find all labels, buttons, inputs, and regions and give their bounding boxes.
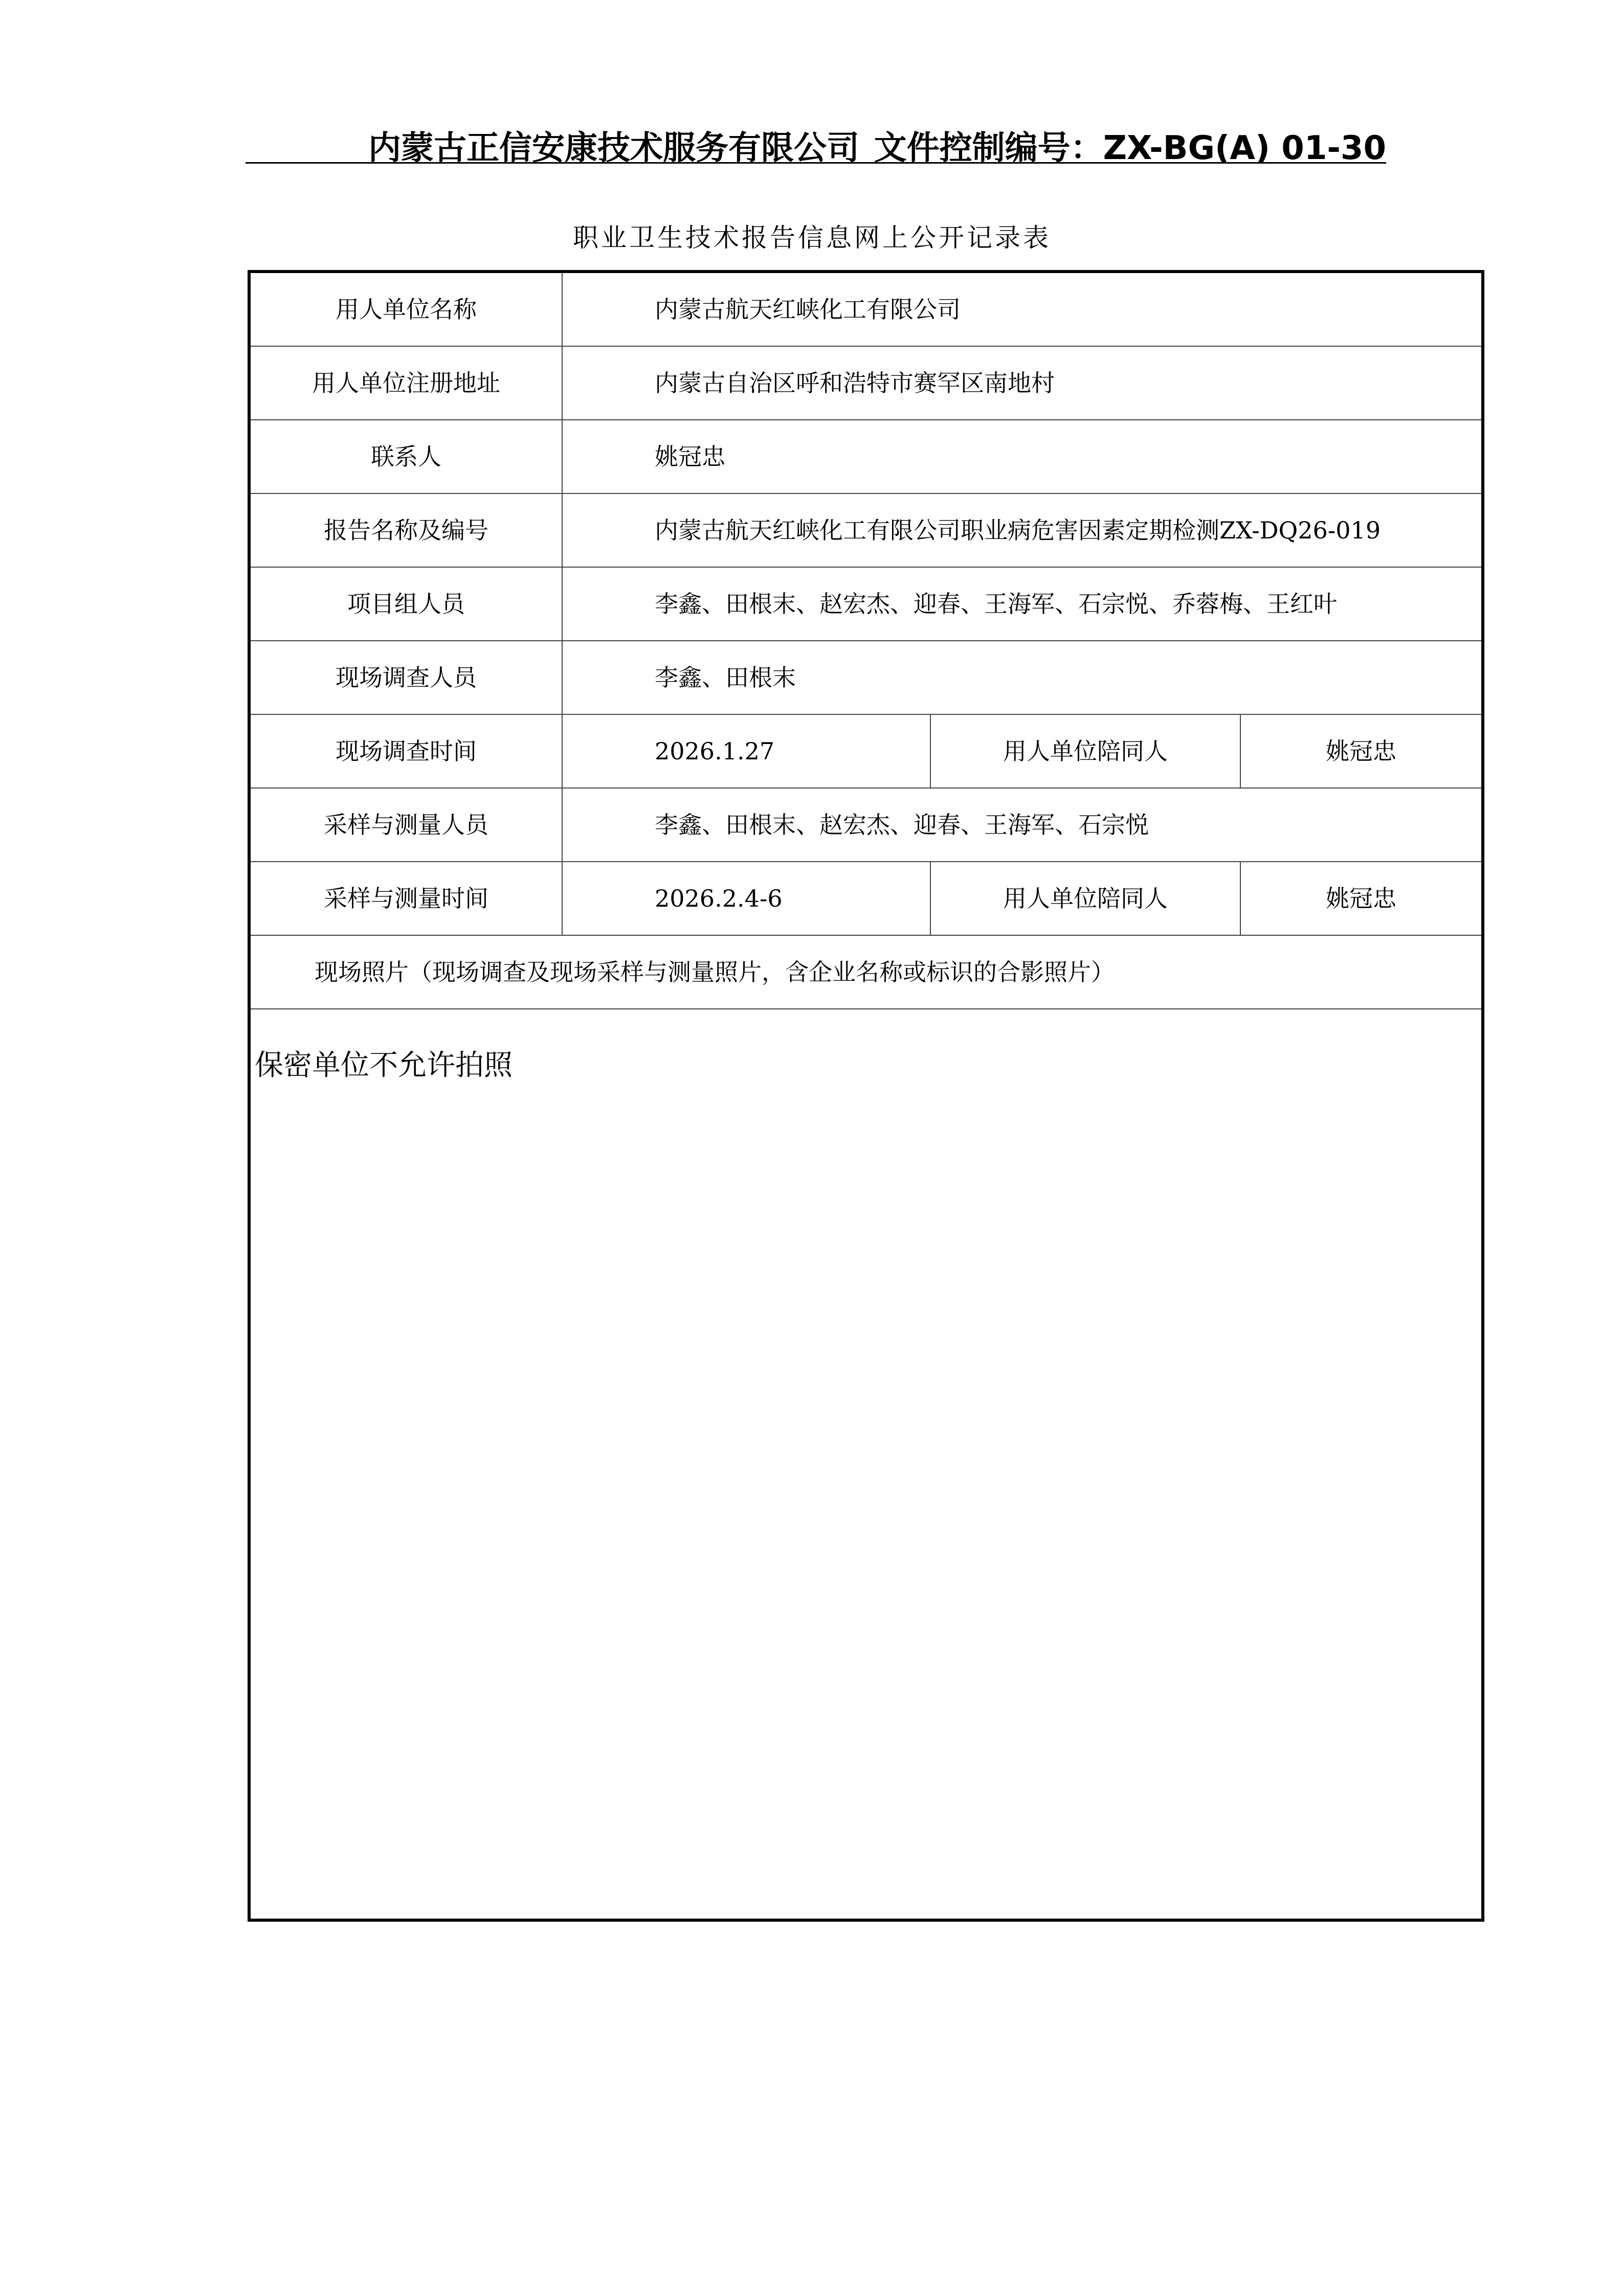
header-company-name: 内蒙古正信安康技术服务有限公司 [368,129,859,167]
value-sampling-time: 2026.2.4-6 [563,862,931,935]
table-row-survey-time [251,715,1481,789]
value-sampling-escort: 姚冠忠 [1326,885,1396,912]
table-row-survey-staff [251,641,1481,715]
value-project-team: 李鑫、田根末、赵宏杰、迎春、王海军、石宗悦、乔蓉梅、王红叶 [655,590,1337,618]
value-sampling-staff: 李鑫、田根末、赵宏杰、迎春、王海军、石宗悦 [655,811,1149,839]
label-survey-time: 现场调查时间 [251,715,563,787]
label-survey-staff: 现场调查人员 [251,641,563,714]
label-sampling-time: 采样与测量时间 [251,862,563,935]
label-employer-name: 用人单位名称 [251,273,563,346]
label-report-name: 报告名称及编号 [251,494,563,567]
photo-note: 保密单位不允许拍照 [255,1049,513,1082]
photo-section-header: 现场照片（现场调查及现场采样与测量照片，含企业名称或标识的合影照片） [315,958,1115,986]
value-registered-address: 内蒙古自治区呼和浩特市赛罕区南地村 [655,369,1055,397]
value-contact: 姚冠忠 [655,443,725,470]
label-contact: 联系人 [251,420,563,493]
table-row-sampling-time [251,862,1481,936]
table-row-registered-address [251,347,1481,420]
table-row-report-name [251,494,1481,568]
document-title: 职业卫生技术报告信息网上公开记录表 [573,223,1051,253]
value-report-name: 内蒙古航天红峡化工有限公司职业病危害因素定期检测ZX-DQ26-019 [655,516,1381,544]
value-survey-staff: 李鑫、田根末 [655,664,796,691]
table-row-project-team [251,568,1481,641]
table-row-contact [251,420,1481,494]
value-survey-escort: 姚冠忠 [1326,737,1396,765]
table-row-photo-header [251,936,1481,1009]
label-survey-escort: 用人单位陪同人 [931,715,1241,787]
value-employer-name: 内蒙古航天红峡化工有限公司 [655,296,961,323]
document-header [246,112,1386,167]
label-project-team: 项目组人员 [251,568,563,640]
label-sampling-escort: 用人单位陪同人 [931,862,1241,935]
table-row-sampling-staff [251,789,1481,862]
record-table [248,270,1484,1922]
value-survey-time: 2026.1.27 [563,715,931,787]
header-control-number: 文件控制编号：ZX-BG(A) 01-30 [874,129,1386,167]
label-registered-address: 用人单位注册地址 [251,347,563,419]
label-sampling-staff: 采样与测量人员 [251,789,563,861]
table-row-employer-name [251,273,1481,347]
